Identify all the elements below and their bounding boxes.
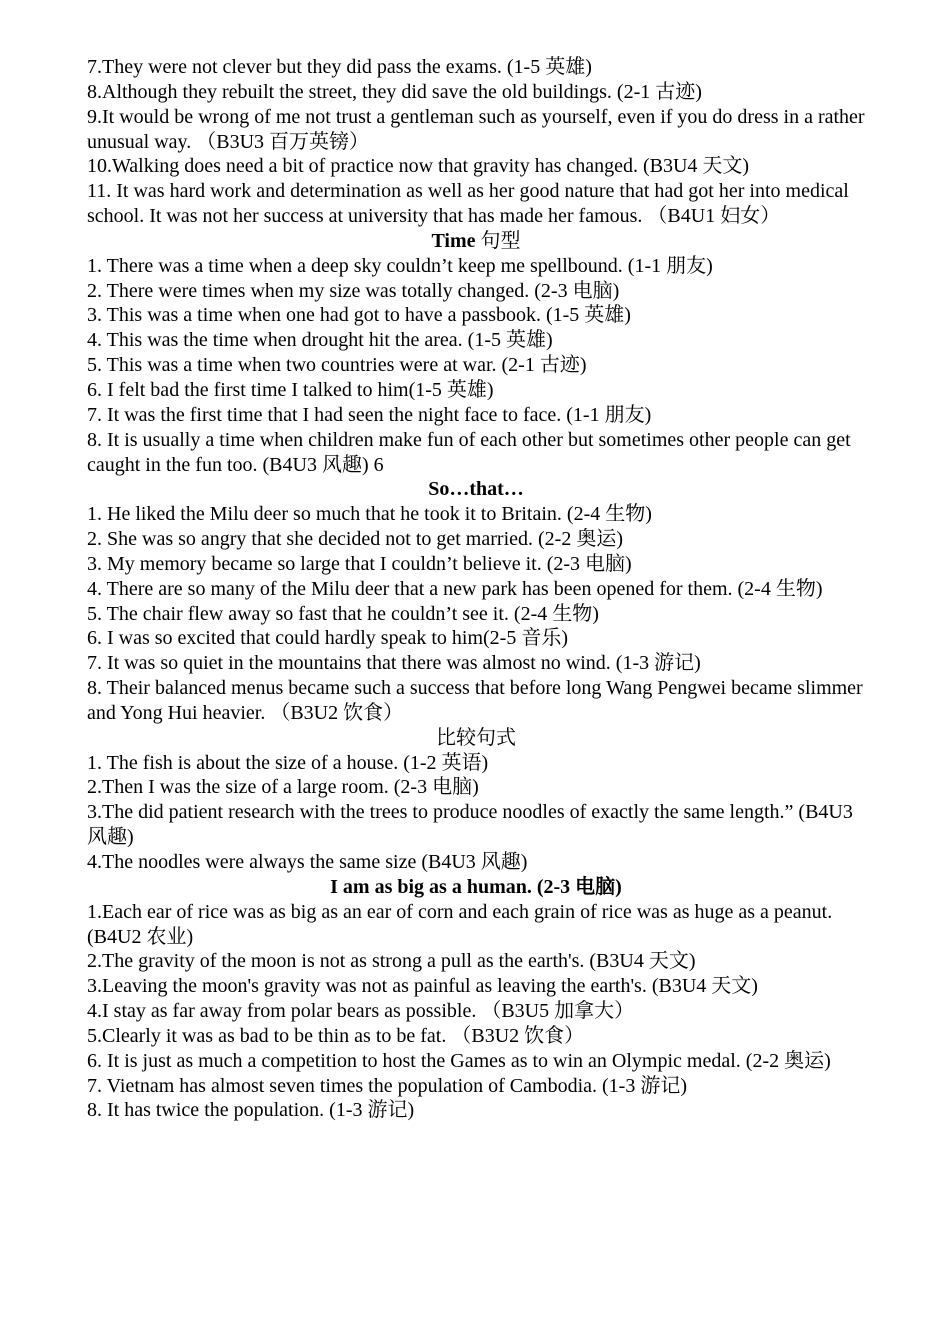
list-item: 6. I felt bad the first time I talked to him(1-5 英雄) — [87, 378, 494, 401]
section-so-that — [87, 477, 865, 725]
list-item: 7. It was the first time that I had seen the night face to face. (1-1 朋友) — [87, 403, 652, 426]
list-item: 4.I stay as far away from polar bears as possible. （B3U5 加拿大） — [87, 1000, 635, 1023]
document-page — [87, 55, 865, 1123]
list-item: 8. It is usually a time when children make fun of each other but sometimes other people can get caught in the fun too. (B4U3 风趣) 6 — [87, 428, 851, 476]
list-item: 1. There was a time when a deep sky couldn’t keep me spellbound. (1-1 朋友) — [87, 254, 713, 277]
list-item: 5. The chair flew away so fast that he couldn’t see it. (2-4 生物) — [87, 602, 599, 625]
list-item: 3.Leaving the moon's gravity was not as painful as leaving the earth's. (B3U4 天文) — [87, 975, 758, 998]
section-as-big-as — [87, 875, 865, 1123]
list-item: 9.It would be wrong of me not trust a gentleman such as yourself, even if you do dress in a rather unusual way. （B3U3 百万英镑） — [87, 105, 865, 153]
list-item: 4.The noodles were always the same size (B4U3 风趣) — [87, 851, 528, 873]
heading-rest: 比较句式 — [436, 726, 516, 749]
list-item: 2.The gravity of the moon is not as strong a pull as the earth's. (B3U4 天文) — [87, 950, 696, 973]
list-item: 8. Their balanced menus became such a success that before long Wang Pengwei became slimmer and Yong Hui heavier. （B3U2 饮食） — [87, 677, 863, 724]
list-item: 4. There are so many of the Milu deer that a new park has been opened for them. (2-4 生物) — [87, 577, 823, 600]
section-heading — [87, 477, 865, 502]
list-item: 3.The did patient research with the trees to produce noodles of exactly the same length.” (B4U3 风趣) — [87, 801, 853, 849]
list-item: 2. She was so angry that she decided not to get married. (2-2 奥运) — [87, 528, 623, 551]
list-item: 6. It is just as much a competition to host the Games as to win an Olympic medal. (2-2 奥运) — [87, 1049, 831, 1072]
list-item: 7. It was so quiet in the mountains that there was almost no wind. (1-3 游记) — [87, 652, 701, 675]
list-item: 8. It has twice the population. (1-3 游记) — [87, 1099, 415, 1122]
section-comparison — [87, 726, 865, 875]
section-time — [87, 229, 865, 477]
list-item: 5. This was a time when two countries were at war. (2-1 古迹) — [87, 354, 587, 377]
list-item: 10.Walking does need a bit of practice now that gravity has changed. (B3U4 天文) — [87, 155, 750, 178]
list-item: 7.They were not clever but they did pass the exams. (1-5 英雄) — [87, 56, 592, 78]
list-item: 3. My memory became so large that I couldn’t believe it. (2-3 电脑) — [87, 552, 632, 575]
list-item: 8.Although they rebuilt the street, they did save the old buildings. (2-1 古迹) — [87, 80, 702, 103]
list-item: 7. Vietnam has almost seven times the population of Cambodia. (1-3 游记) — [87, 1074, 687, 1097]
list-item: 11. It was hard work and determination as well as her good nature that had got her into medical school. It was not her success at university that has made her famous. （B4U1 妇女） — [87, 180, 849, 228]
heading-bold: So…that… — [428, 478, 524, 501]
section-heading — [87, 875, 865, 900]
heading-rest: 句型 — [475, 229, 521, 252]
heading-bold: I am as big as a human. (2-3 电脑) — [330, 875, 622, 898]
heading-bold: Time — [431, 229, 476, 252]
list-item: 1. The fish is about the size of a house. (1-2 英语) — [87, 751, 489, 774]
list-item: 2. There were times when my size was totally changed. (2-3 电脑) — [87, 279, 620, 302]
section-heading — [87, 229, 865, 254]
list-item: 5.Clearly it was as bad to be thin as to be fat. （B3U2 饮食） — [87, 1024, 585, 1047]
list-item: 4. This was the time when drought hit the area. (1-5 英雄) — [87, 329, 553, 352]
section-heading — [87, 726, 865, 751]
list-item: 2.Then I was the size of a large room. (2-3 电脑) — [87, 776, 479, 799]
list-item: 6. I was so excited that could hardly speak to him(2-5 音乐) — [87, 627, 568, 650]
list-item: 1. He liked the Milu deer so much that he took it to Britain. (2-4 生物) — [87, 503, 652, 526]
top-item-list — [87, 55, 865, 229]
list-item: 1.Each ear of rice was as big as an ear of corn and each grain of rice was as huge as a peanut. (B4U2 农业) — [87, 900, 833, 948]
list-item: 3. This was a time when one had got to have a passbook. (1-5 英雄) — [87, 304, 631, 327]
